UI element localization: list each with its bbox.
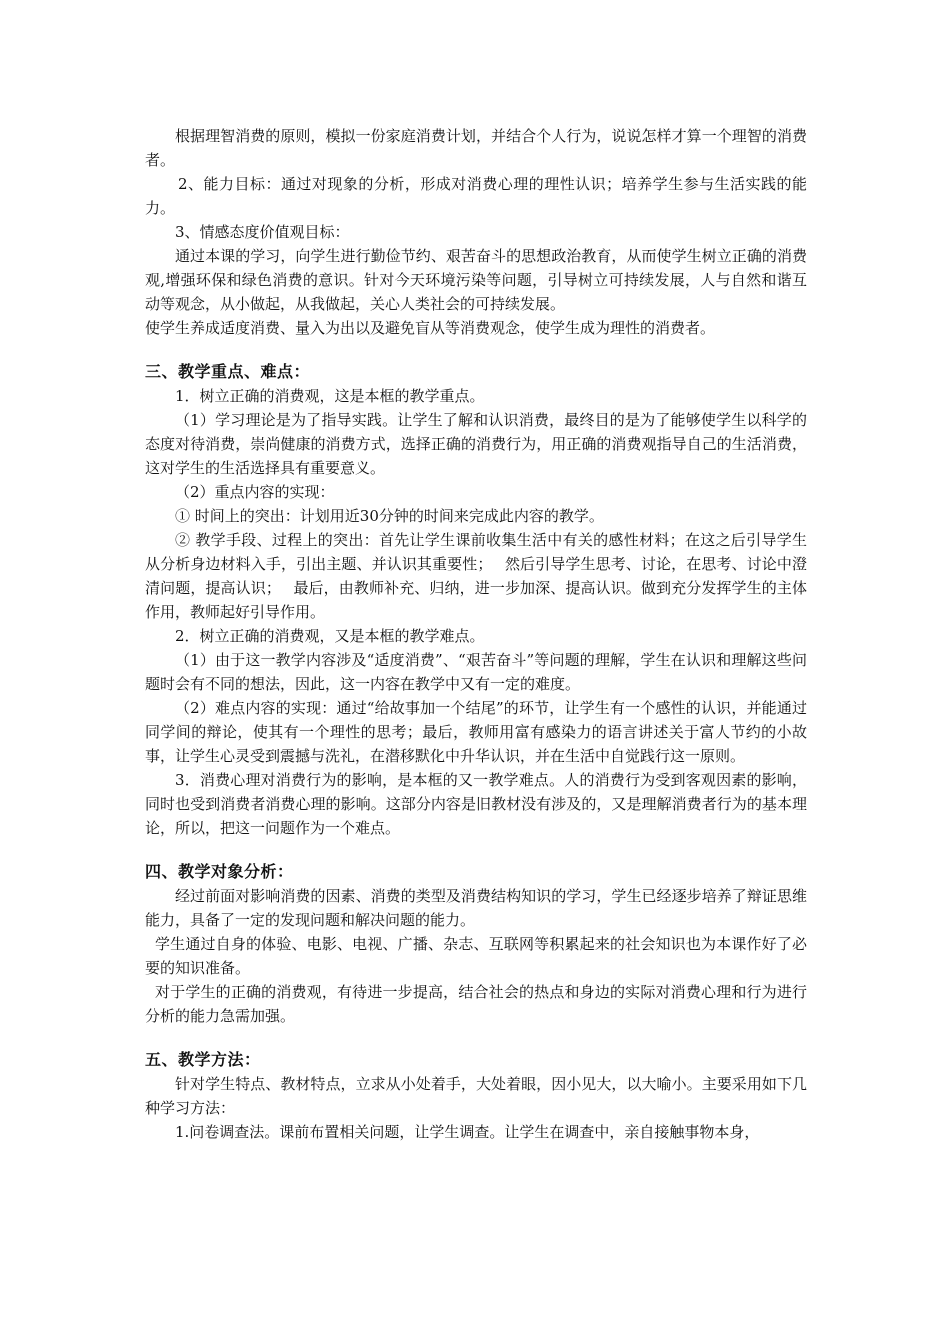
difficulty-1-implementation: （2）难点内容的实现：通过“给故事加一个结尾”的环节，让学生有一个感性的认识，并能通过同学间的辩论，使其有一个理性的思考；最后，教师用富有感染力的语言讲述关于富人节约的小故事，让学生心灵受到震撼与洗礼，在潜移默化中升华认识，并在生活中自觉践行这一原则。 [145,699,807,765]
document-page [145,124,807,1144]
section-heading-students: 四、教学对象分析： [145,862,294,881]
paragraph-consumption-view: 使学生养成适度消费、量入为出以及避免盲从等消费观念，使学生成为理性的消费者。 [145,319,716,337]
paragraph-attitude-goal-body: 通过本课的学习，向学生进行勤俭节约、艰苦奋斗的思想政治教育，从而使学生树立正确的消费观,增强环保和绿色消费的意识。针对今天环境污染等问题，引导树立可持续发展，人与自然和谐互动等观念，从小做起，从我做起，关心人类社会的可持续发展。 [145,247,807,313]
key-point-1: 1．树立正确的消费观，这是本框的教学重点。 [175,387,485,405]
difficulty-1: 2．树立正确的消费观，又是本框的教学难点。 [175,627,485,645]
difficulty-1-reason: （1）由于这一教学内容涉及“适度消费”、“艰苦奋斗”等问题的理解，学生在认识和理解这些问题时会有不同的想法，因此，这一内容在教学中又有一定的难度。 [145,651,807,693]
key-point-1-time: ① 时间上的突出：计划用近30分钟的时间来完成此内容的教学。 [175,507,604,525]
paragraph-consumer-plan: 根据理智消费的原则，模拟一份家庭消费计划，并结合个人行为，说说怎样才算一个理智的消费者。 [145,127,807,169]
students-paragraph-3: 对于学生的正确的消费观，有待进一步提高，结合社会的热点和身边的实际对消费心理和行为进行分析的能力急需加强。 [145,983,807,1025]
key-point-1-implementation: （2）重点内容的实现： [175,483,335,501]
students-paragraph-1: 经过前面对影响消费的因素、消费的类型及消费结构知识的学习，学生已经逐步培养了辩证思维能力，具备了一定的发现问题和解决问题的能力。 [145,887,807,929]
paragraph-ability-goal: 2、能力目标：通过对现象的分析，形成对消费心理的理性认识；培养学生参与生活实践的能力。 [145,175,807,217]
difficulty-2: 3．消费心理对消费行为的影响，是本框的又一教学难点。人的消费行为受到客观因素的影响，同时也受到消费者消费心理的影响。这部分内容是旧教材没有涉及的，又是理解消费者行为的基本理论，所以，把这一问题作为一个难点。 [145,771,807,837]
key-point-1-process: ② 教学手段、过程上的突出：首先让学生课前收集生活中有关的感性材料；在这之后引导学生从分析身边材料入手，引出主题、并认识其重要性； 然后引导学生思考、讨论，在思考、讨论中澄清问题，提高认识； 最后，由教师补充、归纳，进一步加深、提高认识。做到充分发挥学生的主体作用，教师起好引导作用。 [145,531,807,621]
methods-paragraph-2: 1.问卷调查法。课前布置相关问题，让学生调查。让学生在调查中，亲自接触事物本身， [175,1123,760,1141]
paragraph-attitude-goal-title: 3、情感态度价值观目标： [175,223,350,241]
key-point-1-theory: （1）学习理论是为了指导实践。让学生了解和认识消费，最终目的是为了能够使学生以科学的态度对待消费，崇尚健康的消费方式，选择正确的消费行为，用正确的消费观指导自己的生活消费，这对学生的生活选择具有重要意义。 [145,411,807,477]
methods-paragraph-1: 针对学生特点、教材特点，立求从小处着手，大处着眼，因小见大，以大喻小。主要采用如下几种学习方法： [145,1075,807,1117]
section-heading-methods: 五、教学方法： [145,1050,261,1069]
section-heading-key-points: 三、教学重点、难点： [145,362,311,381]
students-paragraph-2: 学生通过自身的体验、电影、电视、广播、杂志、互联网等积累起来的社会知识也为本课作好了必要的知识准备。 [145,935,807,977]
